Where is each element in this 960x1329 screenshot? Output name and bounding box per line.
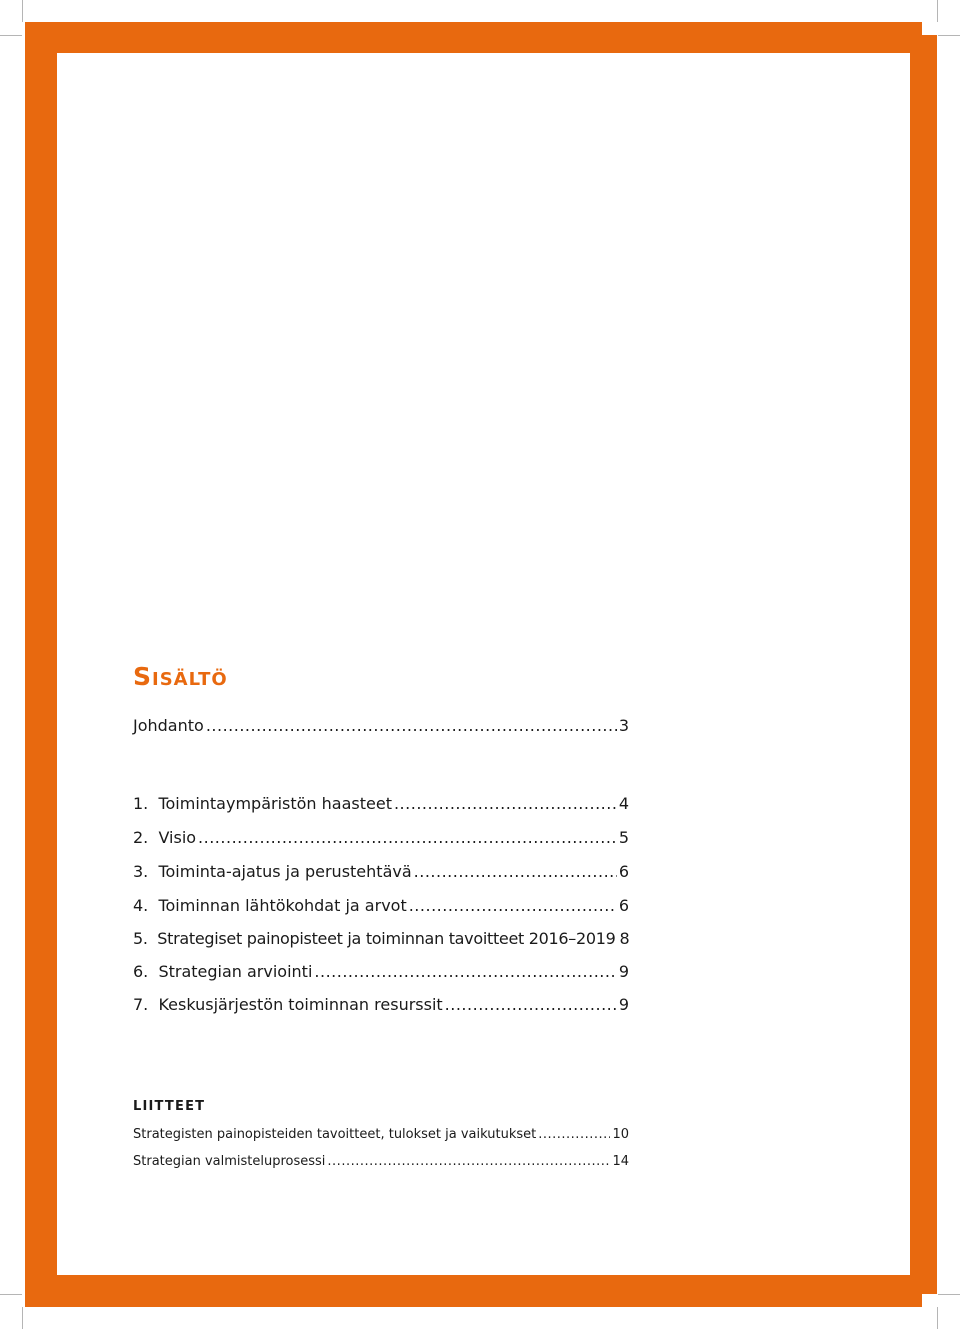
dot-leader xyxy=(327,1154,610,1169)
frame-notch xyxy=(922,22,937,35)
toc-entry-label: 2. Visio xyxy=(133,828,197,847)
toc-entry-page: 3 xyxy=(618,716,629,735)
toc-entry-page: 4 xyxy=(618,794,629,813)
toc-entry[interactable] xyxy=(133,794,629,813)
dot-leader xyxy=(414,862,617,881)
appendix-heading: LIITTEET xyxy=(133,1099,206,1114)
crop-mark xyxy=(22,0,23,22)
appendix-entry[interactable] xyxy=(133,1154,629,1169)
toc-entry[interactable] xyxy=(133,862,629,881)
toc-entry-label: Johdanto xyxy=(133,716,204,735)
crop-mark xyxy=(0,1294,22,1295)
appendix-entry-page: 14 xyxy=(612,1154,629,1169)
appendix-entry-label: Strategian valmisteluprosessi xyxy=(133,1154,326,1169)
appendix-entry-page: 10 xyxy=(612,1127,629,1142)
dot-leader xyxy=(394,794,617,813)
toc-entry[interactable] xyxy=(133,716,629,735)
toc-entry-label: 1. Toimintaympäristön haasteet xyxy=(133,794,392,813)
toc-entry[interactable] xyxy=(133,929,629,948)
dot-leader xyxy=(198,828,617,847)
toc-entry-label: 7. Keskusjärjestön toiminnan resurssit xyxy=(133,995,443,1014)
toc-entry-page: 9 xyxy=(618,962,629,981)
dot-leader xyxy=(409,896,617,915)
crop-mark xyxy=(938,1294,960,1295)
page-title: Sisältö xyxy=(133,662,228,691)
dot-leader xyxy=(445,995,617,1014)
toc-entry[interactable] xyxy=(133,828,629,847)
toc-entry-page: 6 xyxy=(618,862,629,881)
crop-mark xyxy=(0,35,22,36)
dot-leader xyxy=(314,962,616,981)
toc-entry-label: 3. Toiminta-ajatus ja perustehtävä xyxy=(133,862,412,881)
dot-leader xyxy=(206,716,617,735)
crop-mark xyxy=(937,1307,938,1329)
toc-entry-page: 9 xyxy=(618,995,629,1014)
toc-entry-page: 5 xyxy=(618,828,629,847)
toc-entry-page: 6 xyxy=(618,896,629,915)
toc-entry-label: 5. Strategiset painopisteet ja toiminnan tavoitteet 2016–2019 xyxy=(133,929,616,948)
toc-entry[interactable] xyxy=(133,995,629,1014)
toc-entry[interactable] xyxy=(133,896,629,915)
crop-mark xyxy=(937,0,938,22)
frame-notch xyxy=(922,1294,937,1307)
toc-entry-label: 6. Strategian arviointi xyxy=(133,962,313,981)
appendix-entry-label: Strategisten painopisteiden tavoitteet, tulokset ja vaikutukset xyxy=(133,1127,537,1142)
toc-entry[interactable] xyxy=(133,962,629,981)
toc-entry-label: 4. Toiminnan lähtökohdat ja arvot xyxy=(133,896,407,915)
crop-mark xyxy=(22,1307,23,1329)
toc-entry-page: 8 xyxy=(619,929,630,948)
dot-leader xyxy=(538,1127,610,1142)
appendix-entry[interactable] xyxy=(133,1127,629,1142)
crop-mark xyxy=(938,35,960,36)
